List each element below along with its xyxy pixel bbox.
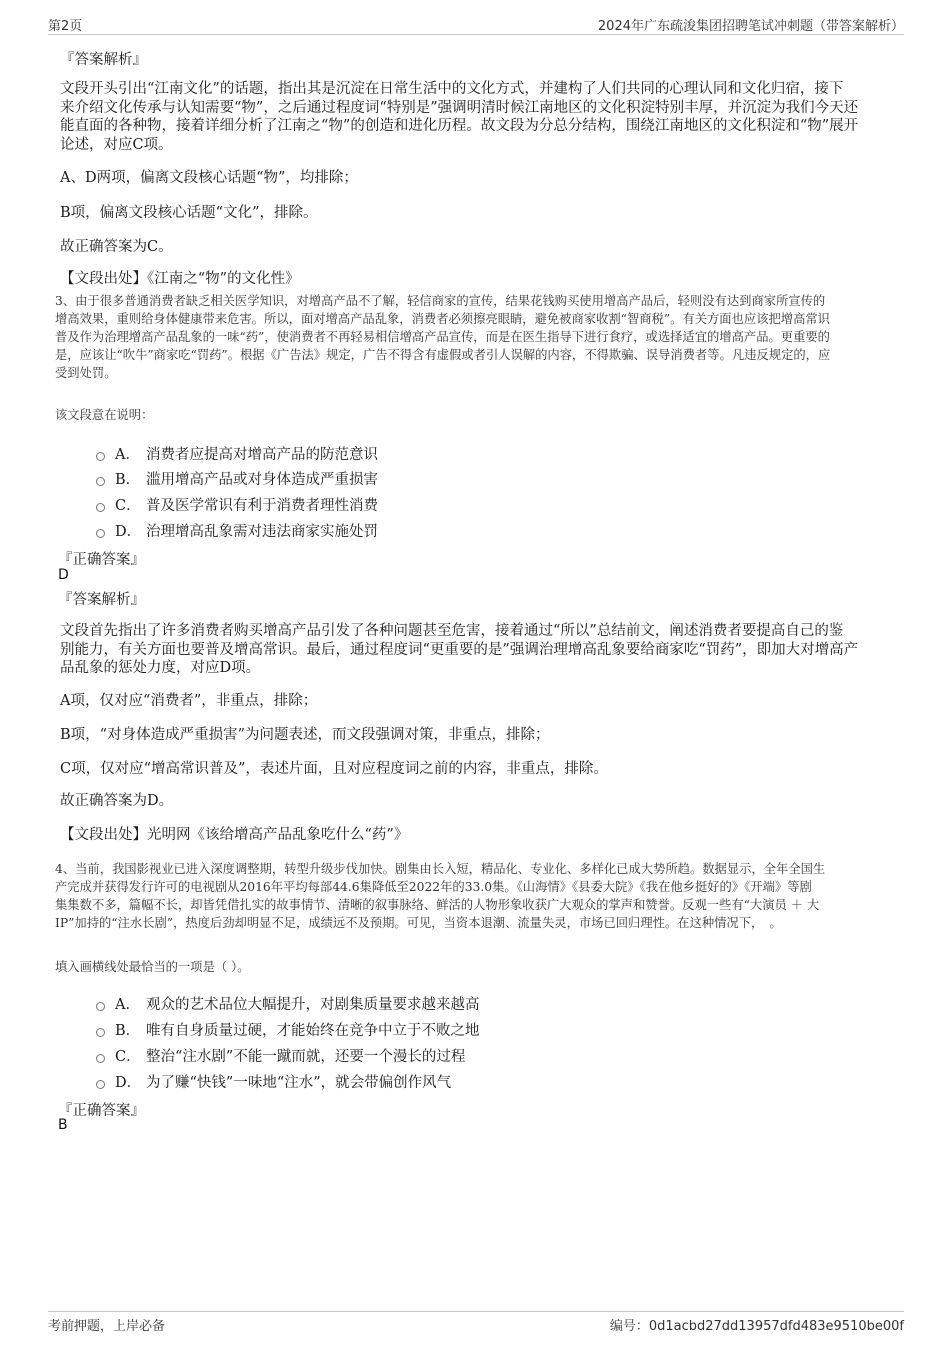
text-line: 4、当前，我国影视业已进入深度调整期，转型升级步伐加快。剧集由长入短，精品化、专业化、多样化已成大势所趋。数据显示，全年全国生 (55, 862, 826, 876)
analysis-note-b: B项，“对身体造成严重损害”为问题表述，而文段强调对策，非重点，排除； (60, 727, 550, 743)
analysis-note-c: C项，仅对应“增高常识普及”，表述片面，且对应程度词之前的内容，非重点，排除。 (60, 761, 608, 777)
option-text: 观众的艺术品位大幅提升，对剧集质量要求越来越高 (146, 997, 480, 1013)
question-stem (55, 292, 830, 382)
analysis-note-ad: A、D两项，偏离文段核心话题“物”，均排除； (60, 170, 358, 186)
radio-button[interactable] (96, 452, 105, 461)
radio-button[interactable] (96, 1080, 105, 1089)
text-line: 是，应该让“吹牛”商家吃“罚药”。根据《广告法》规定，广告不得含有虚假或者引人误解的内容，不得欺骗、误导消费者等。凡违反规定的，应 (55, 348, 831, 362)
option-letter: A． (115, 997, 140, 1013)
correct-answer-label: 『正确答案』 (58, 552, 145, 568)
text-line: 3、由于很多普通消费者缺乏相关医学知识，对增高产品不了解，轻信商家的宣传，结果花钱购买使用增高产品后，轻则没有达到商家所宣传的 (55, 294, 826, 308)
radio-button[interactable] (96, 1054, 105, 1063)
analysis-paragraph (60, 80, 858, 154)
option-text: 为了赚“快钱”一味地“注水”，就会带偏创作风气 (146, 1075, 452, 1091)
analysis-conclusion: 故正确答案为C。 (60, 239, 173, 255)
analysis-note-b: B项，偏离文段核心话题“文化”，排除。 (60, 205, 318, 221)
text-line: IP”加持的“注水长剧”，热度后劲却明显不足，成绩远不及预期。可见，当资本退潮、流量失灵，市场已回归理性。在这种情况下， 。 (55, 916, 782, 930)
option-letter: C． (115, 498, 141, 514)
text-line: 能直面的各种物，接着详细分析了江南之“物”的创造和进化历程。故文段为分总分结构，围绕江南地区的文化积淀和“物”展开 (60, 118, 859, 134)
option-b[interactable] (96, 468, 378, 489)
option-text: 整治“注水剧”不能一蹴而就，还要一个漫长的过程 (146, 1049, 466, 1065)
document-id: 编号：0d1acbd27dd13957dfd483e9510be00f (609, 1319, 904, 1334)
passage-source: 【文段出处】《江南之“物”的文化性》 (60, 271, 300, 287)
text-line: 集集数不多，篇幅不长，却皆凭借扎实的故事情节、清晰的叙事脉络、鲜活的人物形象收获广大观众的掌声和赞誉。反观一些有“大演员 ＋ 大 (55, 898, 820, 912)
option-a[interactable] (96, 443, 378, 464)
radio-button[interactable] (96, 1002, 105, 1011)
correct-answer: B (58, 1117, 68, 1133)
option-text: 消费者应提高对增高产品的防范意识 (146, 447, 378, 463)
correct-answer-label: 『正确答案』 (58, 1103, 145, 1119)
passage-source: 【文段出处】光明网《该给增高产品乱象吃什么“药”》 (60, 827, 409, 843)
correct-answer: D (58, 567, 69, 583)
footer-slogan: 考前押题，上岸必备 (48, 1319, 166, 1334)
option-letter: D． (115, 1075, 142, 1091)
option-text: 滥用增高产品或对身体造成严重损害 (146, 472, 378, 488)
question-stem (55, 860, 825, 932)
page-header (48, 14, 904, 35)
option-letter: C． (115, 1049, 141, 1065)
page-footer (48, 1311, 904, 1334)
option-d[interactable] (96, 520, 378, 541)
page-number: 第2页 (48, 19, 83, 34)
option-letter: B． (115, 472, 141, 488)
text-line: 增高效果，重则给身体健康带来危害。所以，面对增高产品乱象，消费者必须擦亮眼睛，避免被商家收割“智商税”。有关方面也应该把增高常识 (55, 312, 830, 326)
text-line: 普及作为治理增高产品乱象的一味“药”，使消费者不再轻易相信增高产品宣传，而是在医生指导下进行食疗，或选择适宜的增高产品。更重要的 (55, 330, 830, 344)
option-c[interactable] (96, 1045, 465, 1066)
question-prompt: 填入画横线处最恰当的一项是（ ）。 (55, 960, 250, 974)
analysis-label: 『答案解析』 (60, 52, 147, 68)
option-text: 普及医学常识有利于消费者理性消费 (146, 498, 378, 514)
text-line: 产完成并获得发行许可的电视剧从2016年平均每部44.6集降低至2022年的33.0集。《山海情》《县委大院》《我在他乡挺好的》《开端》等剧 (55, 880, 812, 894)
text-line: 文段首先指出了许多消费者购买增高产品引发了各种问题甚至危害，接着通过“所以”总结前文，阐述消费者要提高自己的鉴 (60, 623, 844, 639)
question-prompt: 该文段意在说明： (55, 408, 154, 422)
text-line: 文段开头引出“江南文化”的话题，指出其是沉淀在日常生活中的文化方式，并建构了人们共同的心理认同和文化归宿，接下 (60, 81, 844, 97)
option-text: 唯有自身质量过硬，才能始终在竞争中立于不败之地 (146, 1023, 480, 1039)
option-d[interactable] (96, 1071, 451, 1092)
option-text: 治理增高乱象需对违法商家实施处罚 (146, 524, 378, 540)
option-a[interactable] (96, 993, 480, 1014)
analysis-label: 『答案解析』 (58, 592, 145, 608)
text-line: 来介绍文化传承与认知需要“物”，之后通过程度词“特别是”强调明清时候江南地区的文化积淀特别丰厚，并沉淀为我们今天还 (60, 99, 859, 116)
text-line: 受到处罚。 (55, 366, 117, 380)
analysis-note-a: A项，仅对应“消费者”，非重点，排除； (60, 693, 318, 709)
text-line: 论述，对应C项。 (60, 136, 173, 153)
option-letter: A． (115, 447, 140, 463)
option-c[interactable] (96, 494, 378, 515)
text-line: 品乱象的惩处力度，对应D项。 (60, 660, 261, 676)
text-line: 别能力，有关方面也要普及增高常识。最后，通过程度词“更重要的是”强调治理增高乱象要给商家吃“罚药”，即加大对增高产 (60, 641, 859, 658)
radio-button[interactable] (96, 477, 105, 486)
radio-button[interactable] (96, 503, 105, 512)
option-letter: B． (115, 1023, 141, 1039)
option-letter: D． (115, 524, 142, 540)
analysis-paragraph (60, 622, 858, 678)
analysis-conclusion: 故正确答案为D。 (60, 793, 174, 809)
radio-button[interactable] (96, 1028, 105, 1037)
option-b[interactable] (96, 1019, 480, 1040)
document-title: 2024年广东疏浚集团招聘笔试冲刺题（带答案解析） (597, 19, 904, 34)
radio-button[interactable] (96, 529, 105, 538)
